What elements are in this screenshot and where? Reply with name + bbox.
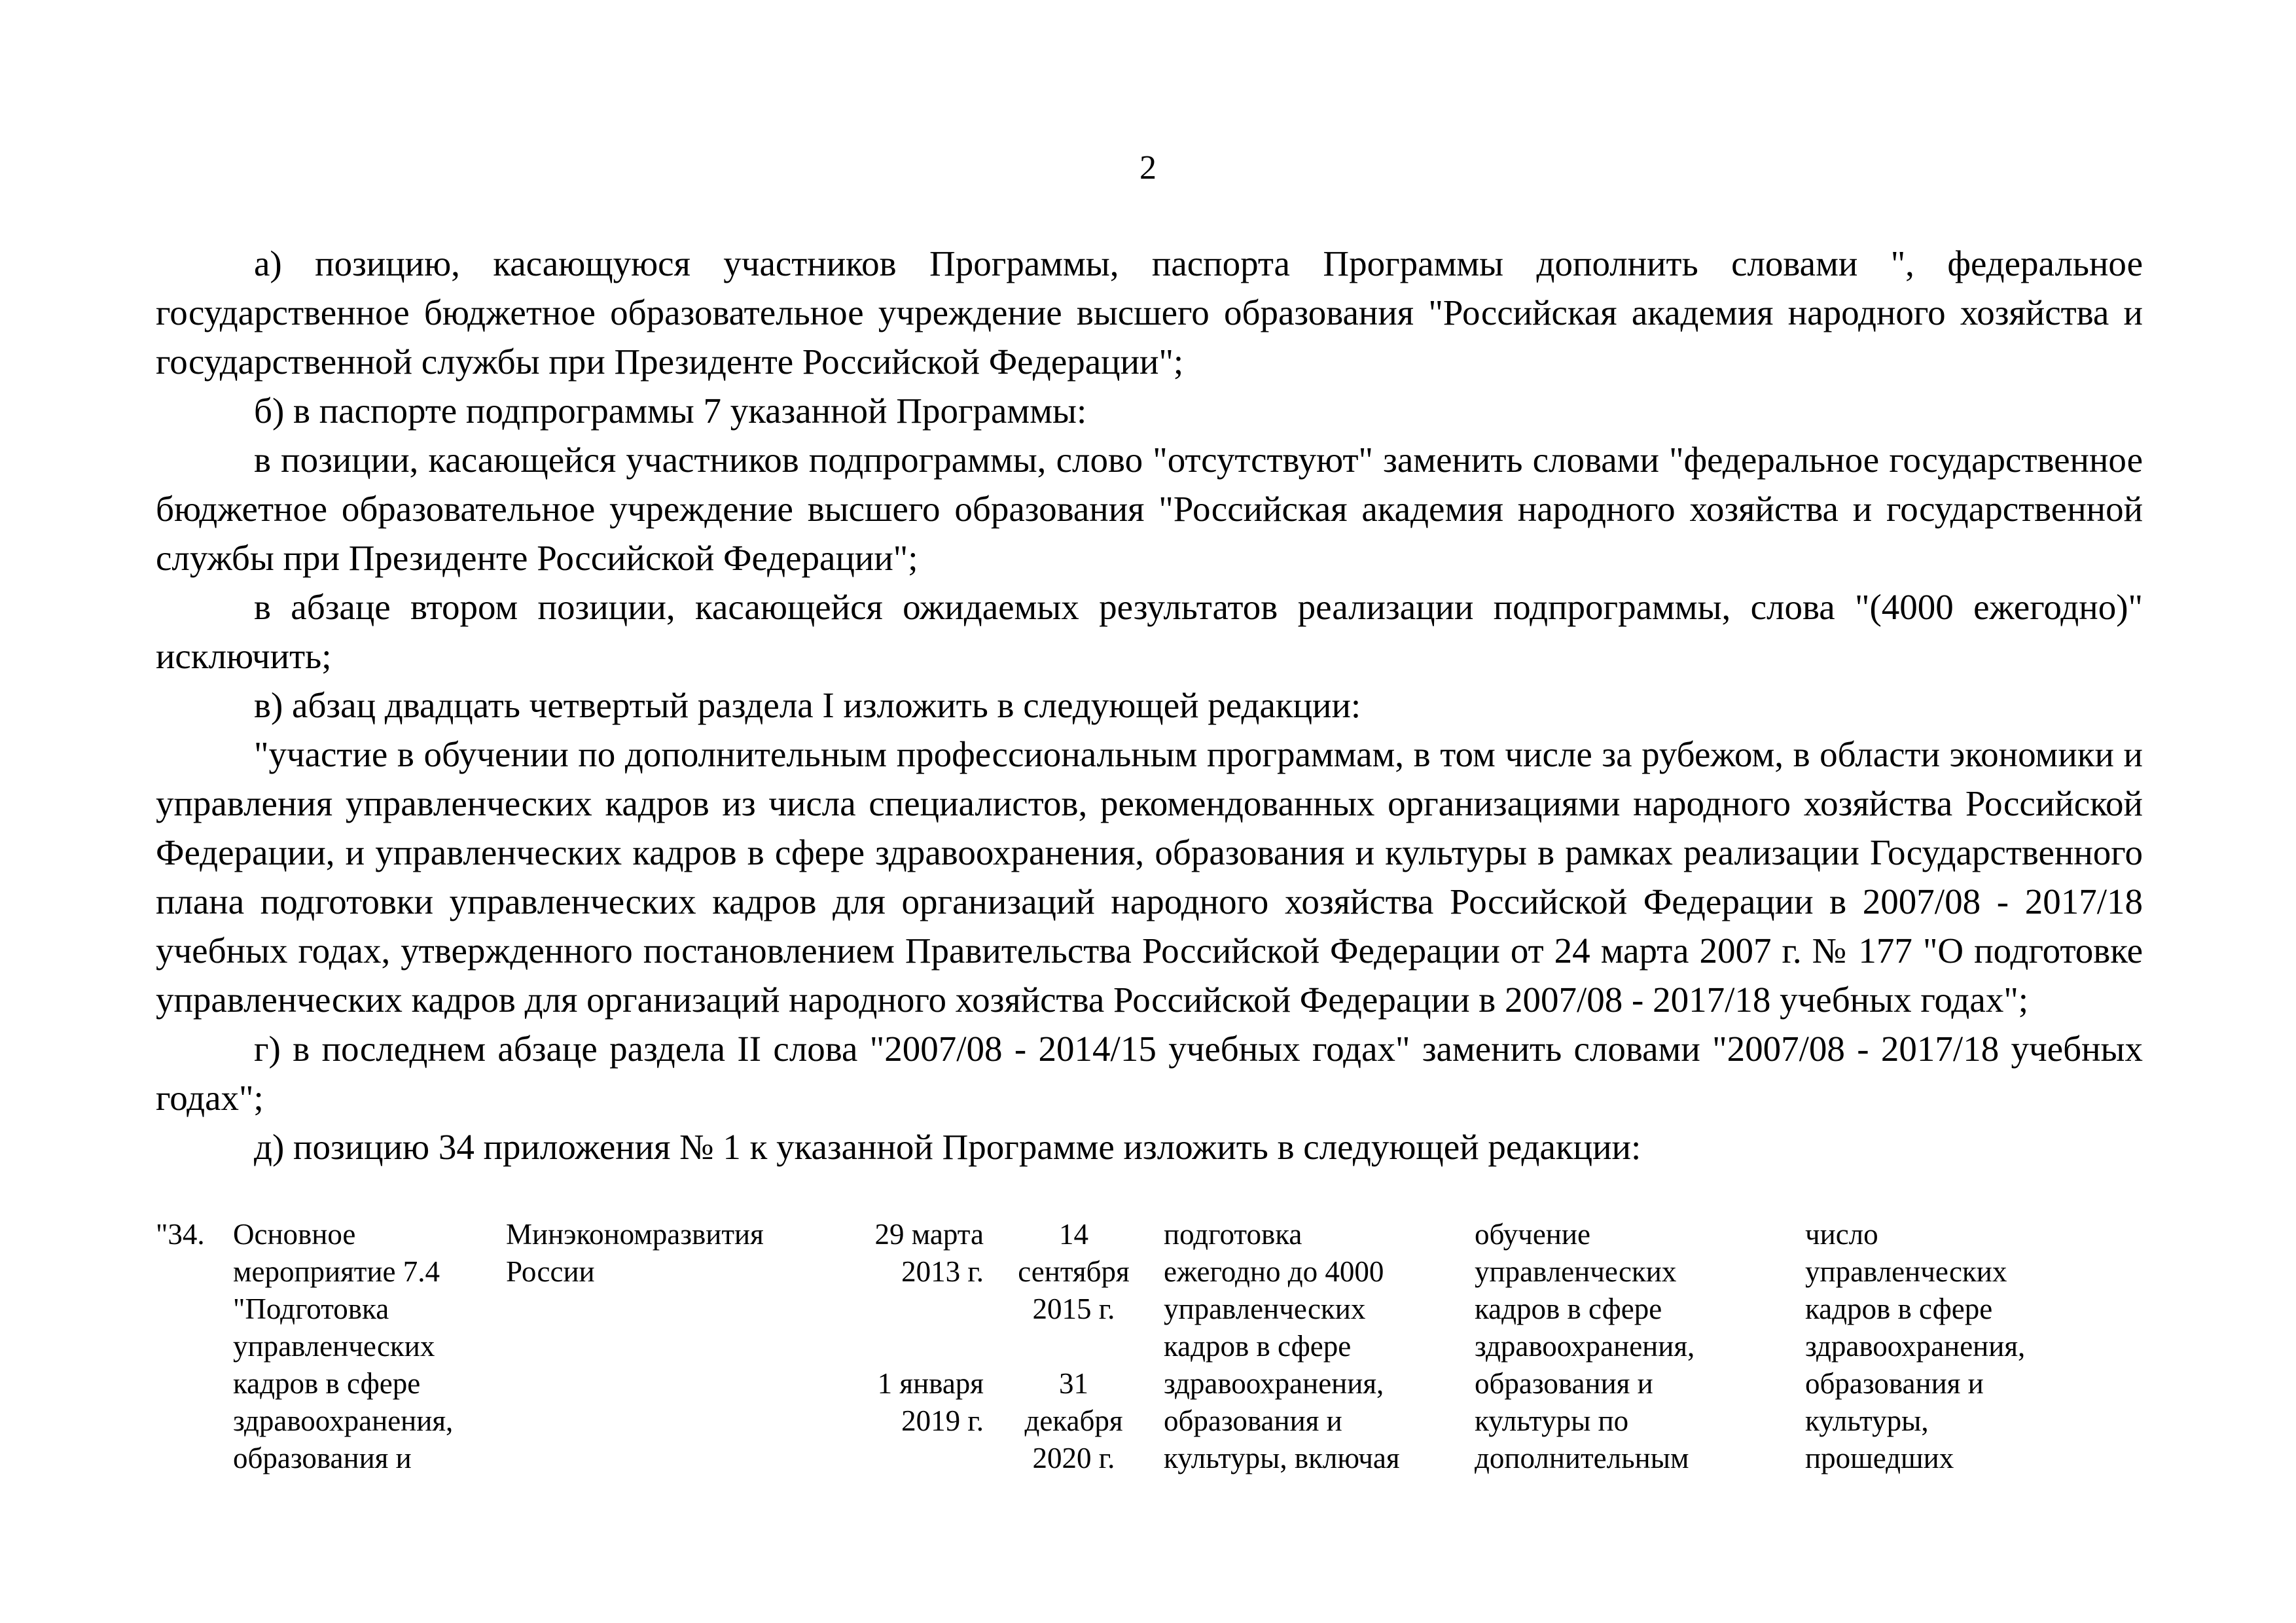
paragraph-g: г) в последнем абзаце раздела II слова "2007/08 - 2014/15 учебных годах" заменить словами "2007/08 - 2017/18 учебных годах"; [156, 1029, 2143, 1118]
cell-indicator: число управленческих кадров в сфере здравоохранения, образования и культуры, прошедших [1805, 1218, 2026, 1474]
paragraph-b-results: в абзаце втором позиции, касающейся ожидаемых результатов реализации подпрограммы, слова "(4000 ежегодно)" исключить; [156, 587, 2143, 676]
cell-consequences: обучение управленческих кадров в сфере здравоохранения, образования и культуры по дополнительным [1475, 1218, 1695, 1474]
paragraph-d: д) позицию 34 приложения № 1 к указанной Программе изложить в следующей редакции: [254, 1127, 1641, 1167]
paragraph-a: а) позицию, касающуюся участников Программы, паспорта Программы дополнить словами ", федеральное государственное бюджетное образовательное учреждение высшего образования "Российская академия народного хозяйства и государственной службы при Президенте Российской Федерации"; [156, 243, 2143, 382]
cell-end-dates: 14 сентября 2015 г. 31 декабря 2020 г. [1018, 1218, 1130, 1474]
paragraph-v-quote: "участие в обучении по дополнительным профессиональным программам, в том числе за рубежом, в области экономики и управления управленческих кадров из числа специалистов, рекомендованных организациями народного хозяйства Российской Федерации, и управленческих кадров в сфере здравоохранения, образования и культуры в рамках реализации Государственного плана подготовки управленческих кадров для организаций народного хозяйства Российской Федерации в 2007/08 - 2017/18 учебных годах, утвержденного постановлением Правительства Российской Федерации от 24 марта 2007 г. № 177 "О подготовке управленческих кадров для организаций народного хозяйства Российской Федерации в 2007/08 - 2017/18 учебных годах"; [156, 734, 2143, 1020]
paragraph-b: б) в паспорте подпрограммы 7 указанной Программы: [254, 391, 1087, 431]
position-34-table [156, 1216, 2159, 1477]
table-row [156, 1216, 2185, 1477]
document-body [156, 239, 2143, 1171]
paragraph-b-participants: в позиции, касающейся участников подпрограммы, слово "отсутствуют" заменить словами "федеральное государственное бюджетное образовательное учреждение высшего образования "Российская академия народного хозяйства и государственной службы при Президенте Российской Федерации"; [156, 440, 2143, 578]
paragraph-v: в) абзац двадцать четвертый раздела I изложить в следующей редакции: [254, 685, 1361, 725]
cell-expected-result: подготовка ежегодно до 4000 управленческих кадров в сфере здравоохранения, образования и культуры, включая [1164, 1218, 1400, 1474]
cell-position-number: "34. [156, 1218, 205, 1251]
cell-event: Основное мероприятие 7.4 "Подготовка управленческих кадров в сфере здравоохранения, образования и [233, 1218, 454, 1474]
position-table [156, 1216, 2185, 1477]
cell-executor: Минэкономразвития России [506, 1218, 764, 1288]
cell-start-dates: 29 марта 2013 г. 1 января 2019 г. [874, 1218, 984, 1437]
page-number: 2 [1139, 149, 1157, 187]
